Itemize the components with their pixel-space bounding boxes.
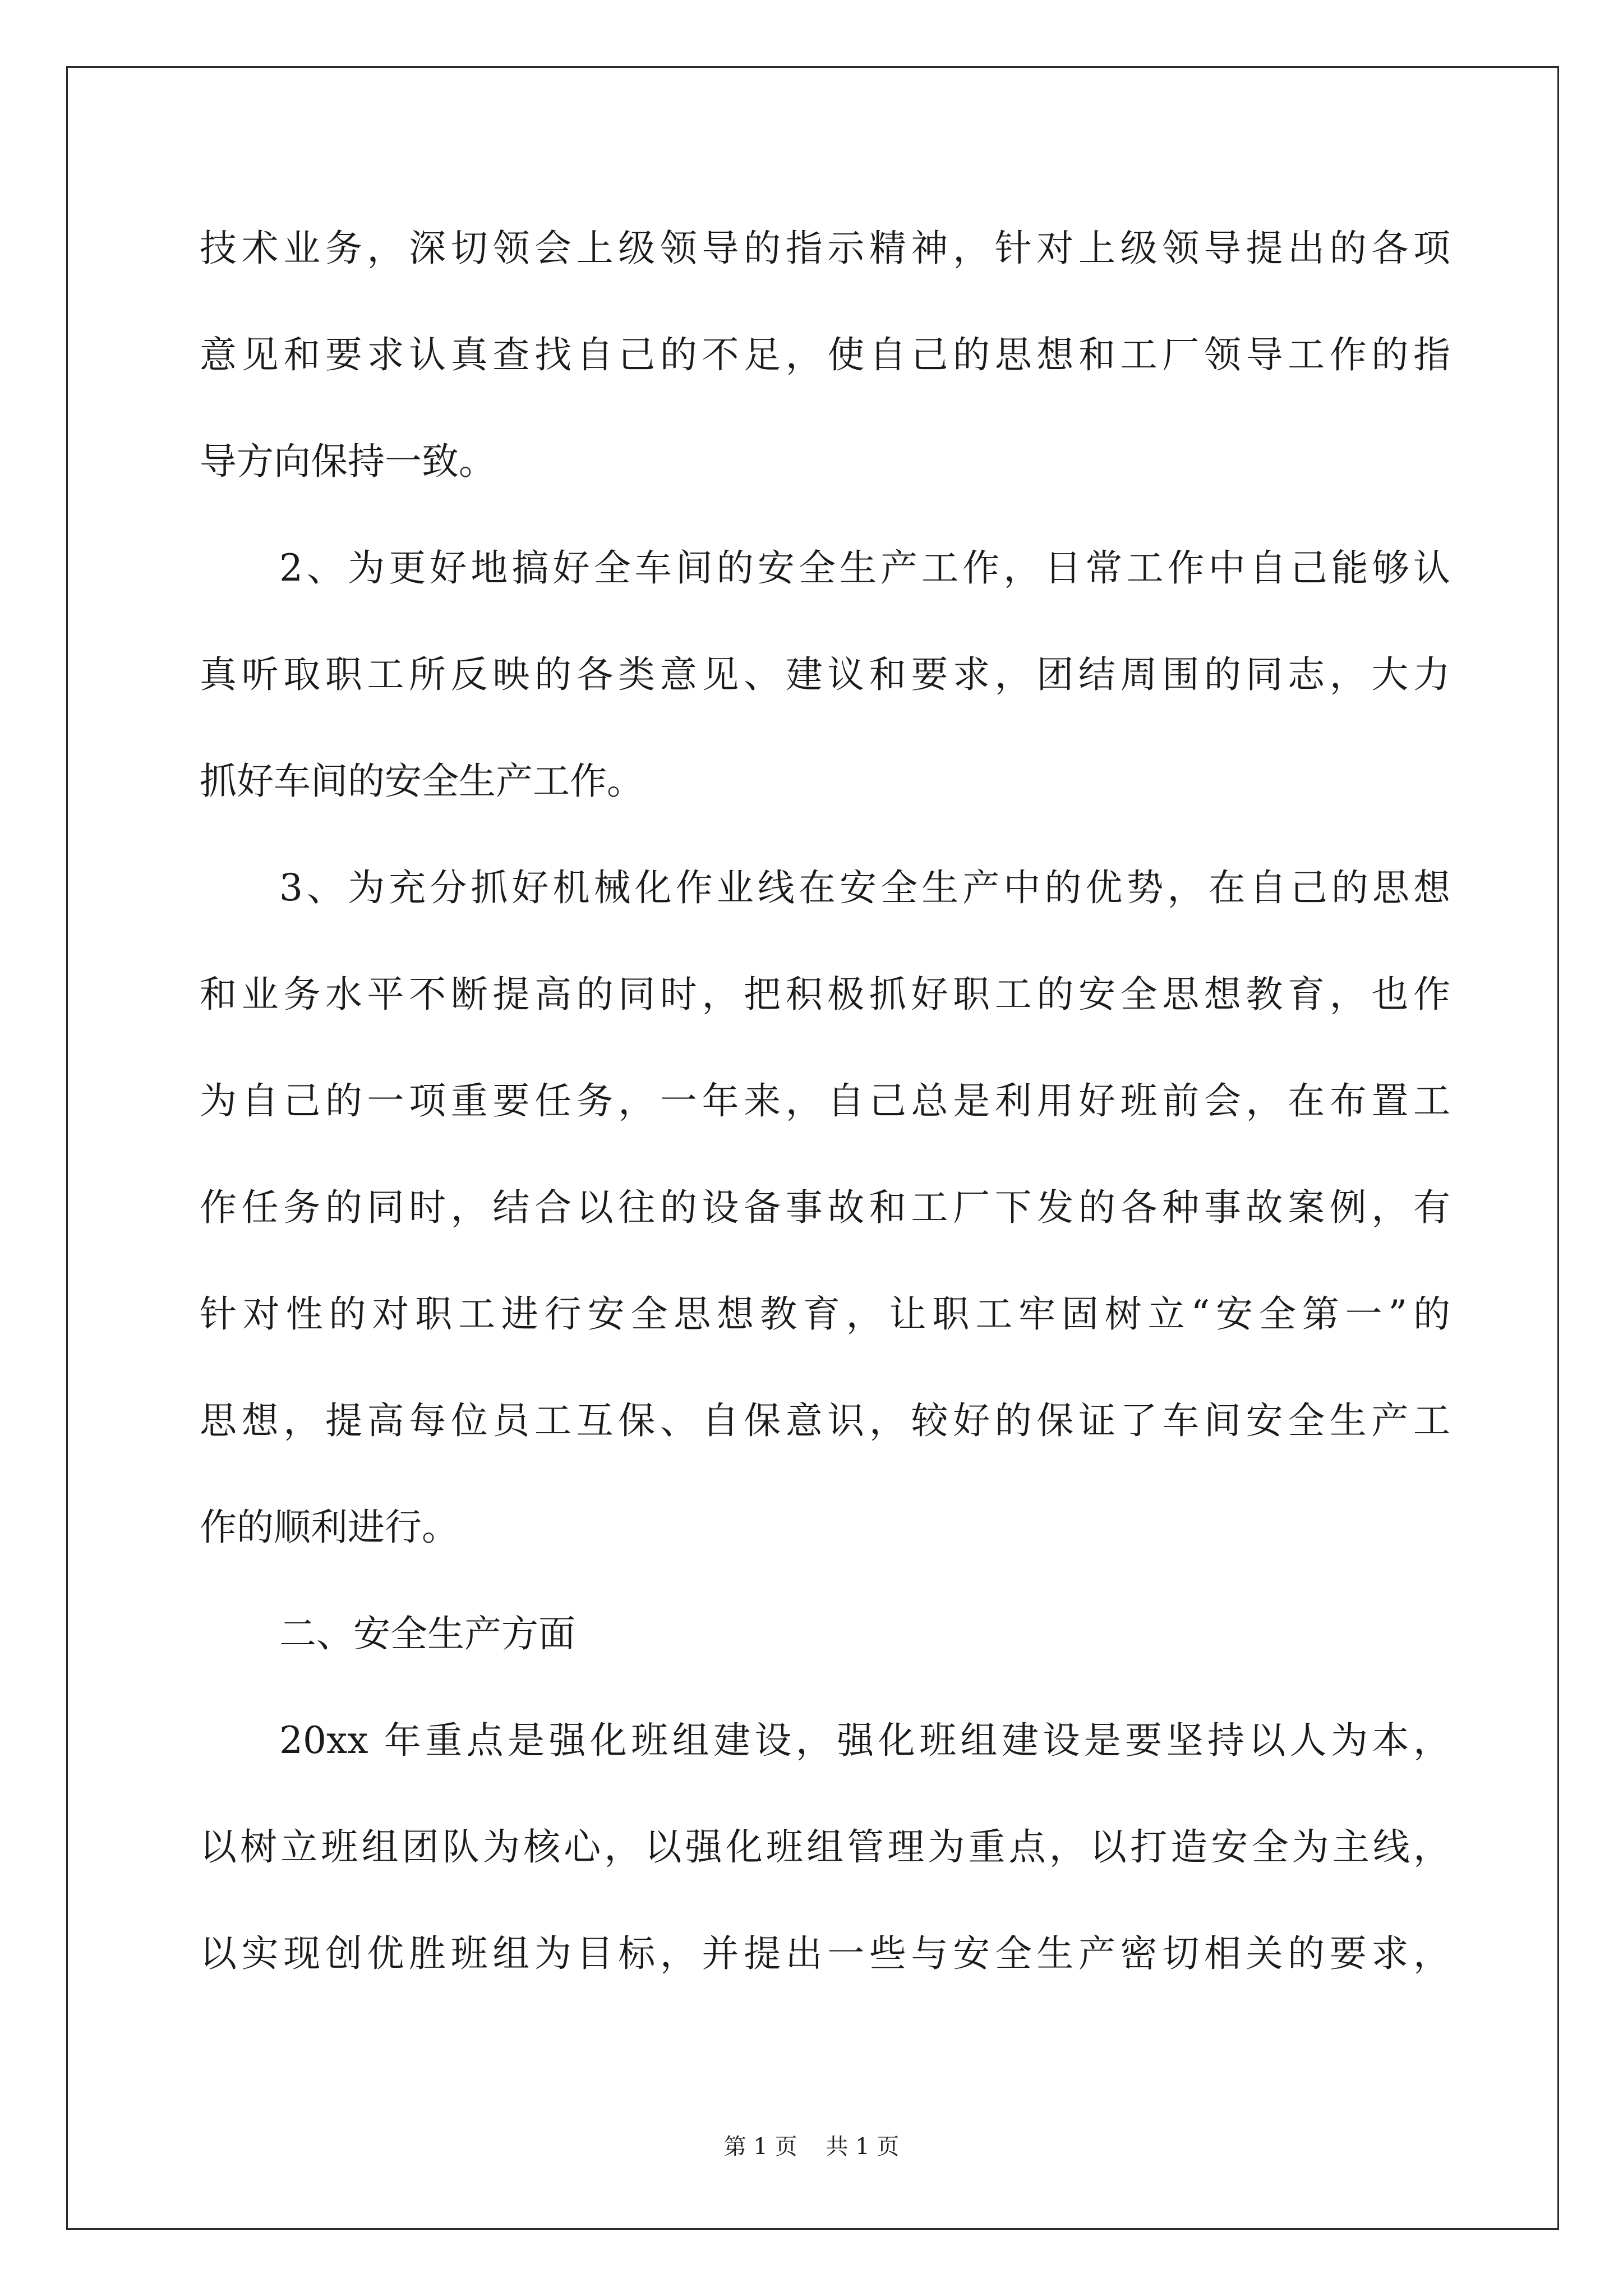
text-line: 作的顺利进行。 bbox=[200, 1506, 459, 1549]
text-line: 20xx 年重点是强化班组建设，强化班组建设是要坚持以人为本， bbox=[279, 1719, 1450, 1762]
text-line: 针对性的对职工进行安全思想教育，让职工牢固树立“安全第一”的 bbox=[200, 1292, 1450, 1336]
text-line: 3、为充分抓好机械化作业线在安全生产中的优势，在自己的思想 bbox=[279, 866, 1450, 909]
text-line: 抓好车间的安全生产工作。 bbox=[200, 760, 644, 803]
document-body bbox=[200, 195, 1450, 2007]
section-heading: 二、安全生产方面 bbox=[279, 1612, 575, 1655]
text-line: 思想，提高每位员工互保、自保意识，较好的保证了车间安全生产工 bbox=[200, 1399, 1450, 1442]
text-line: 2、为更好地搞好全车间的安全生产工作，日常工作中自己能够认 bbox=[279, 546, 1450, 590]
text-line: 导方向保持一致。 bbox=[200, 440, 496, 483]
text-line: 为自己的一项重要任务，一年来，自己总是利用好班前会，在布置工 bbox=[200, 1079, 1450, 1122]
text-line: 和业务水平不断提高的同时，把积极抓好职工的安全思想教育，也作 bbox=[200, 973, 1450, 1016]
text-line: 作任务的同时，结合以往的设备事故和工厂下发的各种事故案例，有 bbox=[200, 1186, 1450, 1229]
text-line: 技术业务，深切领会上级领导的指示精神，针对上级领导提出的各项 bbox=[200, 227, 1450, 270]
text-line: 意见和要求认真查找自己的不足，使自己的思想和工厂领导工作的指 bbox=[200, 333, 1450, 376]
text-line: 真听取职工所反映的各类意见、建议和要求，团结周围的同志，大力 bbox=[200, 653, 1450, 696]
page-number-footer: 第 1 页 共 1 页 bbox=[723, 2134, 900, 2160]
text-line: 以实现创优胜班组为目标，并提出一些与安全生产密切相关的要求， bbox=[200, 1932, 1450, 1975]
text-line: 以树立班组团队为核心，以强化班组管理为重点，以打造安全为主线， bbox=[200, 1825, 1450, 1869]
